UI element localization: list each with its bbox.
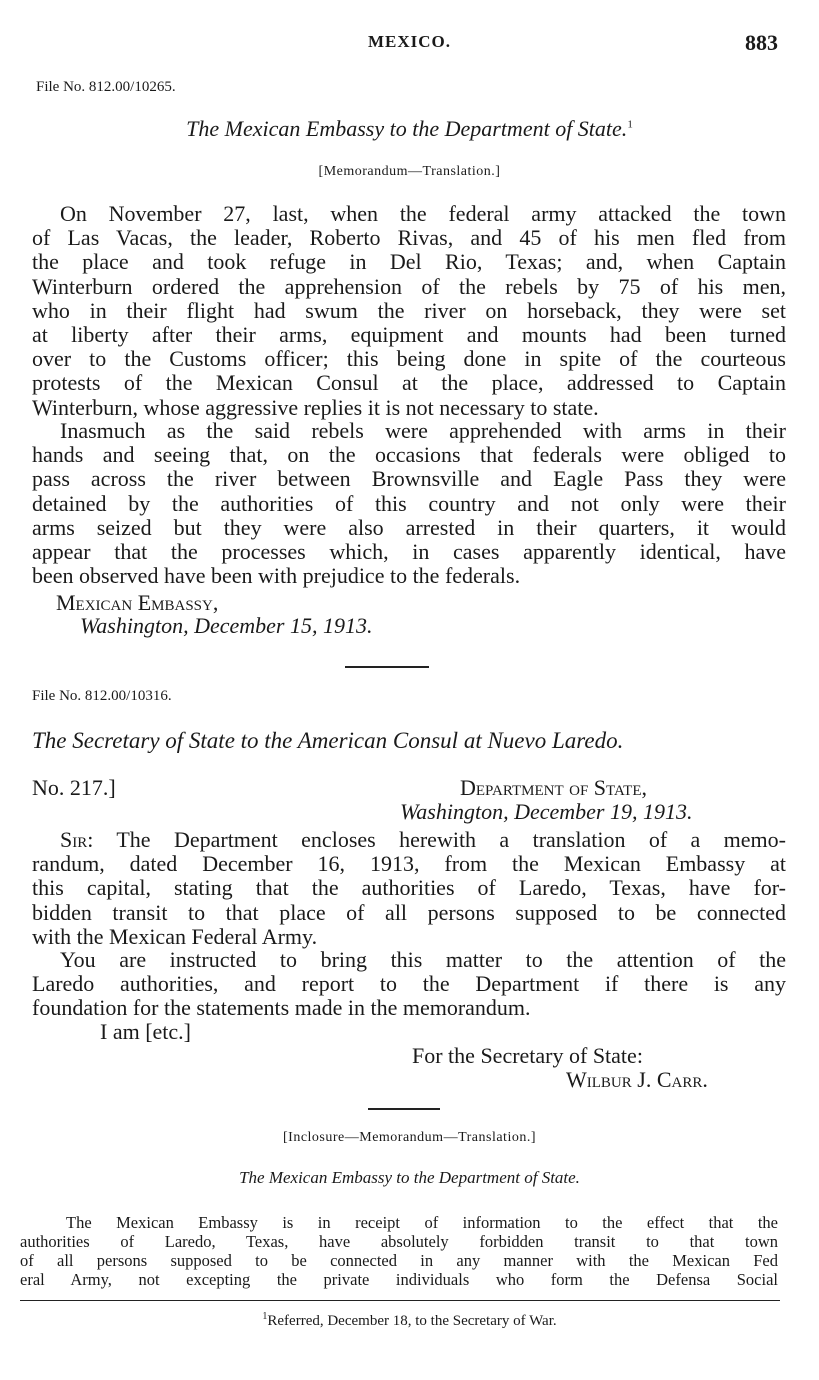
text-line: Laredo authorities, and report to the Department if there is any (32, 971, 786, 997)
text-line: who in their flight had swum the river on horseback, they were set (32, 297, 786, 323)
text-line: foundation for the statements made in the memorandum. (32, 995, 531, 1021)
signer: Wilbur J. Carr. (566, 1067, 708, 1092)
text-line: You are instructed to bring this matter to the attention of the (60, 947, 786, 972)
running-title: MEXICO. (367, 32, 452, 51)
document-title-text: The Mexican Embassy to the Department of State. (186, 116, 628, 141)
footnote-rule (20, 1300, 780, 1301)
text-line: detained by the authorities of this country and not only were their (32, 490, 786, 516)
text-line: The Mexican Embassy is in receipt of information to the effect that the (66, 1213, 778, 1232)
text-line: over to the Customs officer; this being done in spite of the courteous (32, 346, 786, 372)
salutation: Sir: (60, 827, 94, 852)
signature-org: Mexican Embassy, (56, 590, 219, 615)
footnote-mark: 1 (262, 1311, 268, 1322)
text-line: this capital, stating that the authorities of Laredo, Texas, have for- (32, 875, 786, 901)
place-date: Washington, December 19, 1913. (400, 799, 693, 824)
text-line: with the Mexican Federal Army. (32, 923, 318, 949)
paragraph (32, 828, 786, 949)
text-line: of all persons supposed to be connected in any manner with the Mexican Fed (20, 1251, 778, 1270)
footnote-mark: 1 (627, 118, 633, 131)
signoff: For the Secretary of State: (412, 1043, 643, 1068)
document-number: No. 217.] (32, 775, 116, 800)
text-line: Winterburn ordered the apprehension of the rebels by 75 of his men, (32, 273, 786, 299)
text-line: of Las Vacas, the leader, Roberto Rivas, and 45 of his men fled from (32, 225, 786, 251)
text-line: protests of the Mexican Consul at the place, addressed to Captain (32, 370, 786, 396)
text-line: eral Army, not excepting the private individuals who form the Defensa Social (20, 1270, 778, 1289)
text-line: appear that the processes which, in cases apparently identical, have (32, 539, 786, 565)
closing: I am [etc.] (100, 1019, 191, 1044)
text-line: Inasmuch as the said rebels were apprehended with arms in their (60, 418, 786, 443)
text-line: authorities of Laredo, Texas, have absolutely forbidden transit to that town (20, 1232, 778, 1251)
text-line: On November 27, last, when the federal army attacked the town (60, 201, 786, 226)
paragraph (32, 202, 786, 420)
text-line: arms seized but they were also arrested in their quarters, it would (32, 514, 786, 540)
signature-place-date: Washington, December 15, 1913. (80, 613, 373, 638)
document-title: The Secretary of State to the American Consul at Nuevo Laredo. (32, 728, 624, 753)
footnote (0, 1311, 819, 1330)
text-line: Winterburn, whose aggressive replies it is not necessary to state. (32, 394, 599, 420)
text-line: at liberty after their arms, equipment and mounts had been turned (32, 322, 786, 348)
inclosure-label: [Inclosure—Memorandum—Translation.] (283, 1130, 536, 1145)
text-line: been observed have been with prejudice to the federals. (32, 563, 521, 589)
text-line: randum, dated December 16, 1913, from the Mexican Embassy at (32, 851, 786, 877)
page-number: 883 (745, 30, 778, 55)
paragraph (20, 1213, 778, 1289)
paragraph (32, 948, 786, 1021)
document-title (0, 116, 819, 142)
paragraph (32, 419, 786, 588)
text-fragment: The Department encloses herewith a translation of a memo- (116, 827, 786, 852)
text-line: hands and seeing that, on the occasions that federals were obliged to (32, 442, 786, 468)
footnote-text: Referred, December 18, to the Secretary of War. (267, 1313, 557, 1329)
text-line: pass across the river between Brownsville and Eagle Pass they were (32, 466, 786, 492)
department-heading: Department of State, (460, 775, 647, 800)
file-number: File No. 812.00/10316. (32, 688, 172, 704)
text-line: the place and took refuge in Del Rio, Texas; and, when Captain (32, 249, 786, 275)
file-number: File No. 812.00/10265. (36, 79, 176, 95)
inclosure-title: The Mexican Embassy to the Department of State. (239, 1168, 580, 1187)
text-line (32, 828, 786, 852)
section-divider (345, 666, 429, 668)
section-divider (368, 1108, 440, 1110)
document-subtitle: [Memorandum—Translation.] (318, 164, 501, 179)
text-line: bidden transit to that place of all persons supposed to be connected (32, 899, 786, 925)
